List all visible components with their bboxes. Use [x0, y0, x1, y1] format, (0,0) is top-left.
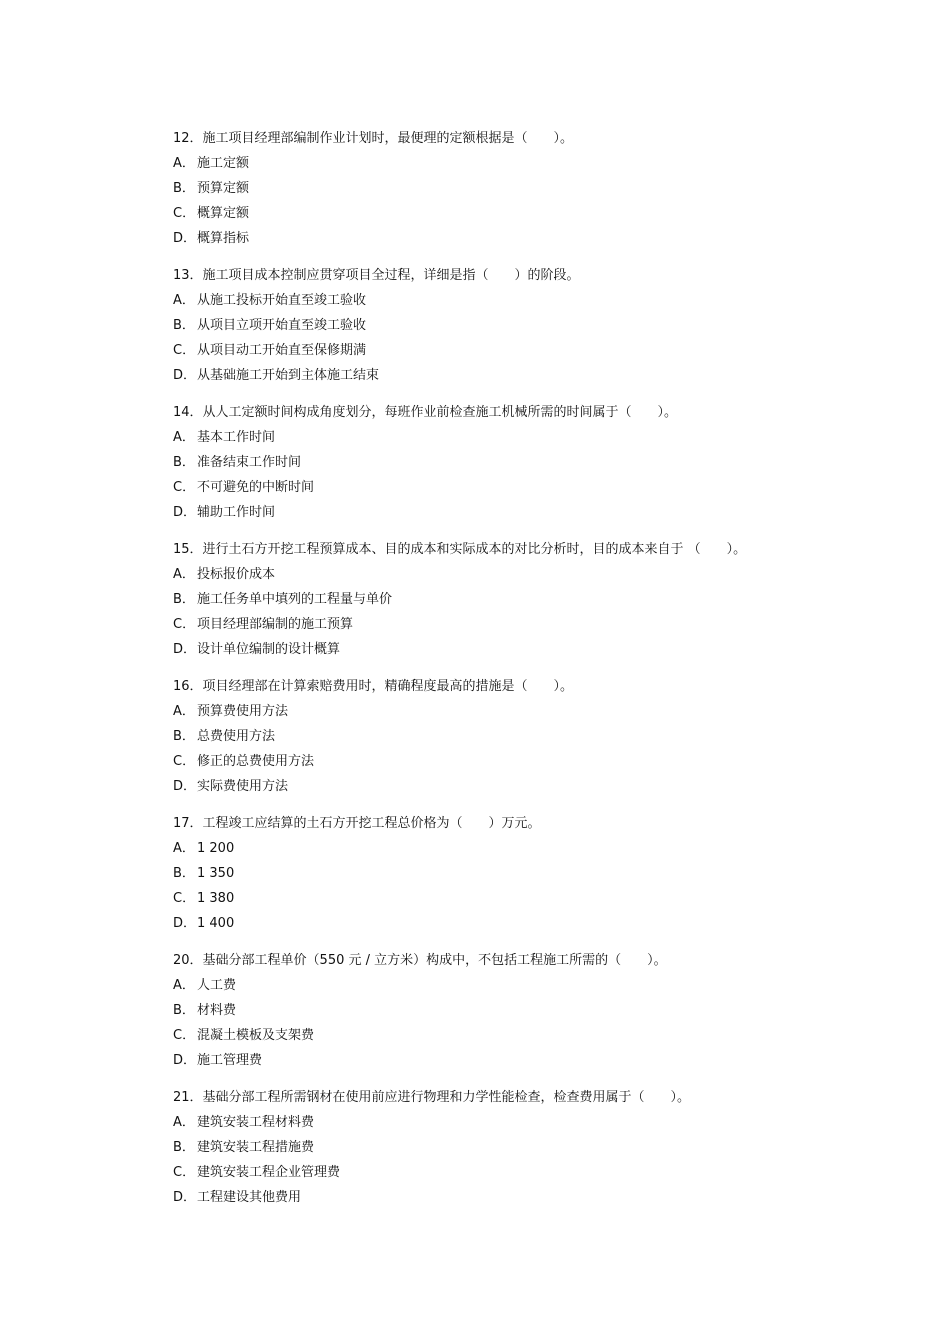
option-d: [173, 774, 853, 799]
option-text: 1 380: [197, 891, 235, 906]
question-number: 14．: [173, 405, 203, 420]
option-text: 施工定额: [197, 156, 250, 171]
option-letter: D．: [173, 1190, 197, 1205]
option-d: [173, 1185, 853, 1210]
option-a: [173, 151, 853, 176]
option-text: 人工费: [197, 978, 237, 993]
option-d: [173, 363, 853, 388]
question-15: [173, 537, 853, 662]
option-letter: C．: [173, 617, 196, 632]
question-12: [173, 126, 853, 251]
option-text: 建筑安装工程企业管理费: [197, 1165, 341, 1180]
option-letter: A．: [173, 567, 195, 582]
option-letter: D．: [173, 368, 197, 383]
option-letter: B．: [173, 318, 195, 333]
option-text: 项目经理部编制的施工预算: [197, 617, 354, 632]
option-letter: C．: [173, 480, 196, 495]
option-letter: B．: [173, 455, 195, 470]
option-text: 建筑安装工程措施费: [197, 1140, 315, 1155]
option-text: 总费使用方法: [197, 729, 276, 744]
question-number: 20．: [173, 953, 203, 968]
question-text: 进行土石方开挖工程预算成本、目的成本和实际成本的对比分析时，目的成本来自于 （ ）。: [202, 542, 747, 557]
option-letter: C．: [173, 891, 196, 906]
question-stem: [173, 400, 853, 425]
option-letter: B．: [173, 181, 195, 196]
option-letter: D．: [173, 505, 197, 520]
question-stem: [173, 126, 853, 151]
question-number: 17．: [173, 816, 203, 831]
option-text: 基本工作时间: [197, 430, 276, 445]
option-text: 1 400: [197, 916, 235, 931]
question-text: 基础分部工程单价（550 元 / 立方米）构成中，不包括工程施工所需的（ ）。: [202, 953, 667, 968]
option-letter: A．: [173, 1115, 195, 1130]
question-16: [173, 674, 853, 799]
option-b: [173, 998, 853, 1023]
option-text: 1 200: [197, 841, 235, 856]
option-letter: A．: [173, 841, 195, 856]
option-text: 建筑安装工程材料费: [197, 1115, 315, 1130]
option-a: [173, 836, 853, 861]
question-text: 基础分部工程所需钢材在使用前应进行物理和力学性能检查，检查费用属于（ ）。: [202, 1090, 691, 1105]
option-letter: A．: [173, 704, 195, 719]
option-letter: A．: [173, 293, 195, 308]
option-b: [173, 176, 853, 201]
option-b: [173, 450, 853, 475]
option-c: [173, 886, 853, 911]
question-number: 13．: [173, 268, 203, 283]
question-stem: [173, 811, 853, 836]
option-letter: D．: [173, 642, 197, 657]
option-b: [173, 1135, 853, 1160]
question-number: 21．: [173, 1090, 203, 1105]
option-text: 预算费使用方法: [197, 704, 289, 719]
option-letter: B．: [173, 729, 195, 744]
question-text: 工程竣工应结算的土石方开挖工程总价格为（ ）万元。: [202, 816, 541, 831]
option-b: [173, 861, 853, 886]
option-text: 施工任务单中填列的工程量与单价: [197, 592, 393, 607]
option-text: 实际费使用方法: [197, 779, 289, 794]
option-b: [173, 587, 853, 612]
question-14: [173, 400, 853, 525]
question-stem: [173, 263, 853, 288]
option-text: 辅助工作时间: [197, 505, 276, 520]
question-text: 施工项目成本控制应贯穿项目全过程，详细是指（ ）的阶段。: [202, 268, 580, 283]
option-letter: C．: [173, 1028, 196, 1043]
option-text: 设计单位编制的设计概算: [197, 642, 341, 657]
option-text: 概算定额: [197, 206, 250, 221]
question-number: 15．: [173, 542, 203, 557]
option-a: [173, 425, 853, 450]
option-letter: C．: [173, 206, 196, 221]
option-letter: C．: [173, 343, 196, 358]
question-text: 从人工定额时间构成角度划分，每班作业前检查施工机械所需的时间属于（ ）。: [202, 405, 678, 420]
option-d: [173, 1048, 853, 1073]
option-b: [173, 724, 853, 749]
question-21: [173, 1085, 853, 1210]
option-d: [173, 637, 853, 662]
question-stem: [173, 537, 853, 562]
option-letter: C．: [173, 1165, 196, 1180]
option-a: [173, 562, 853, 587]
option-a: [173, 288, 853, 313]
option-text: 概算指标: [197, 231, 250, 246]
option-c: [173, 612, 853, 637]
option-letter: A．: [173, 430, 195, 445]
question-stem: [173, 948, 853, 973]
option-letter: A．: [173, 978, 195, 993]
option-a: [173, 1110, 853, 1135]
option-letter: B．: [173, 592, 195, 607]
option-text: 预算定额: [197, 181, 250, 196]
option-text: 修正的总费使用方法: [197, 754, 315, 769]
option-c: [173, 749, 853, 774]
question-number: 12．: [173, 131, 203, 146]
option-letter: A．: [173, 156, 195, 171]
option-d: [173, 500, 853, 525]
option-text: 从基础施工开始到主体施工结束: [197, 368, 380, 383]
option-text: 工程建设其他费用: [197, 1190, 302, 1205]
option-a: [173, 699, 853, 724]
document-page: [173, 126, 853, 1222]
option-letter: B．: [173, 1140, 195, 1155]
option-letter: B．: [173, 866, 195, 881]
option-text: 施工管理费: [197, 1053, 263, 1068]
option-text: 准备结束工作时间: [197, 455, 302, 470]
option-c: [173, 1160, 853, 1185]
option-text: 材料费: [197, 1003, 237, 1018]
option-letter: D．: [173, 916, 197, 931]
option-d: [173, 911, 853, 936]
option-text: 从项目动工开始直至保修期满: [197, 343, 367, 358]
question-13: [173, 263, 853, 388]
option-text: 从项目立项开始直至竣工验收: [197, 318, 367, 333]
option-text: 不可避免的中断时间: [197, 480, 315, 495]
question-text: 项目经理部在计算索赔费用时，精确程度最高的措施是（ ）。: [202, 679, 574, 694]
option-letter: D．: [173, 779, 197, 794]
option-c: [173, 475, 853, 500]
question-stem: [173, 674, 853, 699]
option-letter: B．: [173, 1003, 195, 1018]
question-text: 施工项目经理部编制作业计划时，最便理的定额根据是（ ）。: [202, 131, 574, 146]
option-d: [173, 226, 853, 251]
option-c: [173, 201, 853, 226]
option-c: [173, 338, 853, 363]
option-text: 从施工投标开始直至竣工验收: [197, 293, 367, 308]
option-a: [173, 973, 853, 998]
option-c: [173, 1023, 853, 1048]
option-text: 投标报价成本: [197, 567, 276, 582]
question-17: [173, 811, 853, 936]
option-b: [173, 313, 853, 338]
option-letter: D．: [173, 231, 197, 246]
option-text: 混凝土模板及支架费: [197, 1028, 315, 1043]
question-stem: [173, 1085, 853, 1110]
option-letter: C．: [173, 754, 196, 769]
question-20: [173, 948, 853, 1073]
question-number: 16．: [173, 679, 203, 694]
option-text: 1 350: [197, 866, 235, 881]
option-letter: D．: [173, 1053, 197, 1068]
